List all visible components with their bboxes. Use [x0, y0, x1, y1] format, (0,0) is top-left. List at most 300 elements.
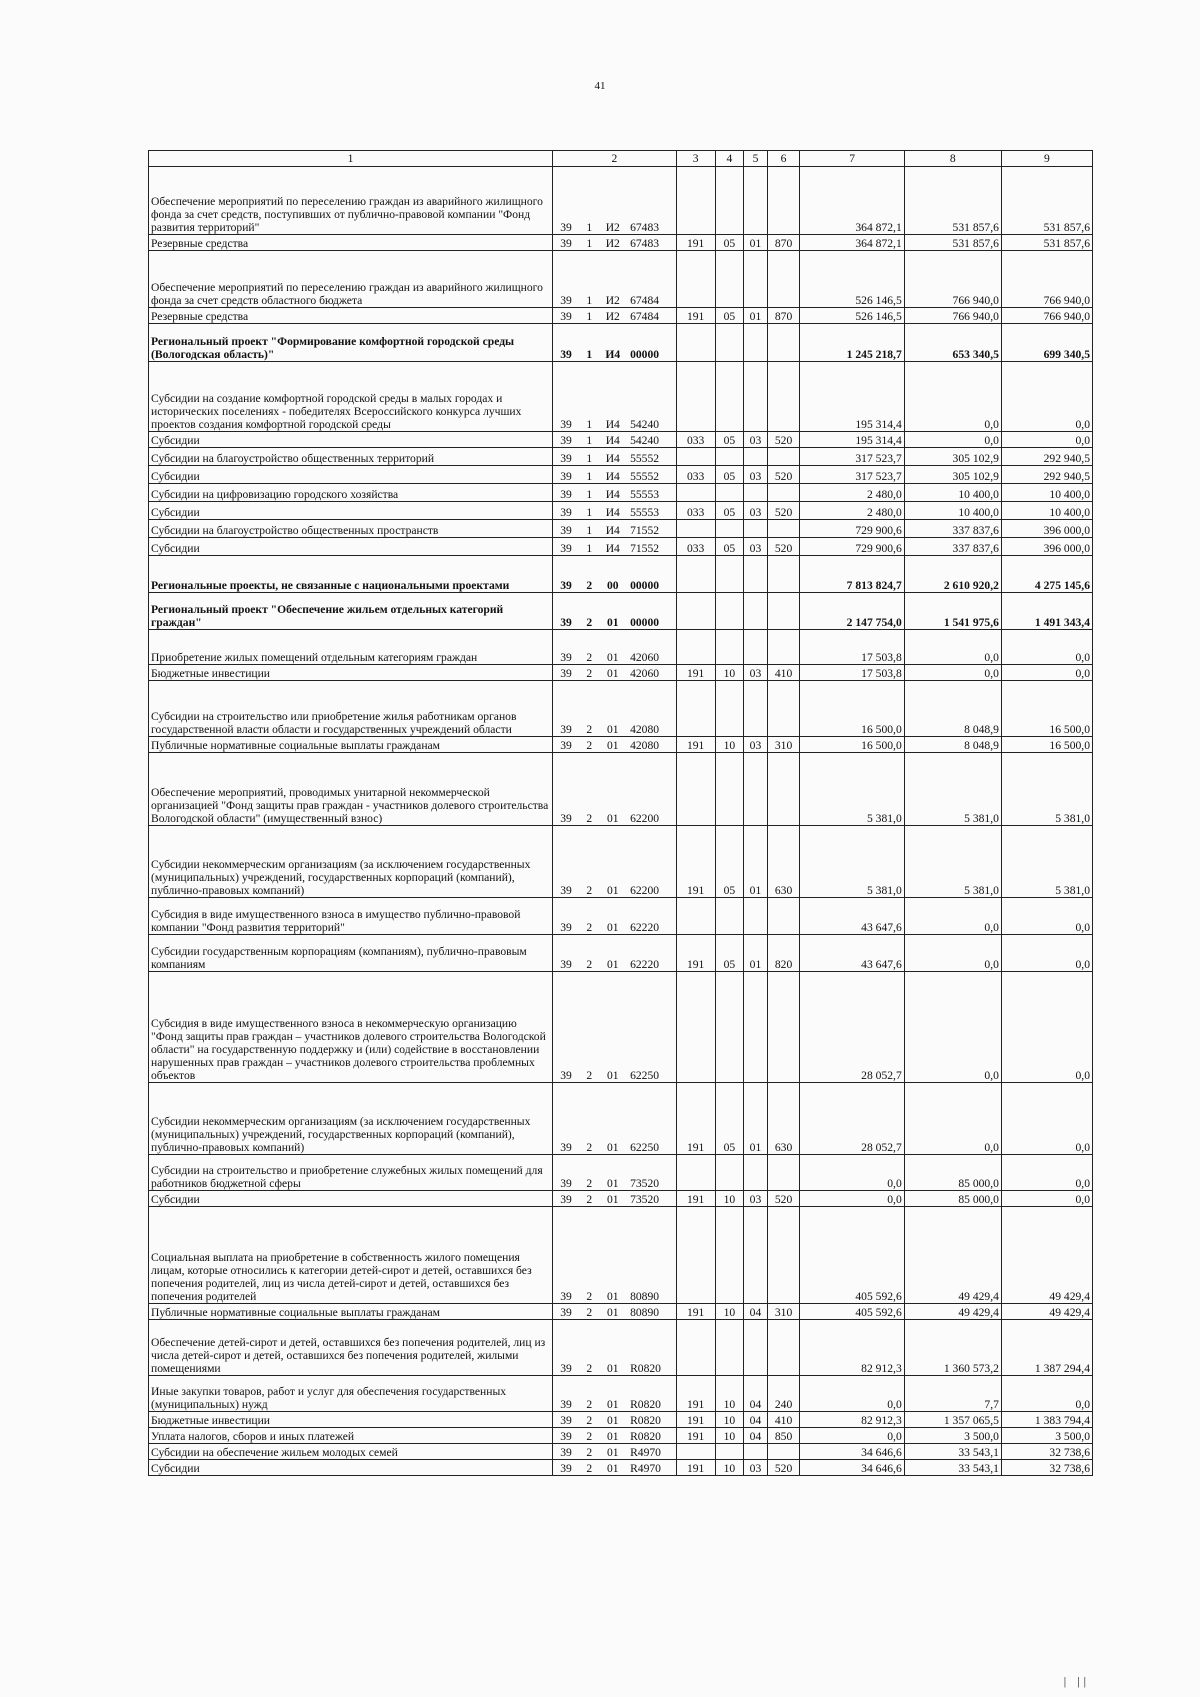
expense-type-code: [767, 556, 800, 593]
table-row: [149, 1304, 1093, 1320]
value-col-8: 0,0: [904, 432, 1001, 448]
code-part-4: 42080: [626, 681, 676, 737]
code-part-1: 39: [552, 753, 579, 826]
value-col-7: 195 314,4: [800, 362, 904, 432]
code-part-2: 2: [579, 1460, 599, 1476]
code-part-4: 54240: [626, 362, 676, 432]
code-part-1: 39: [552, 1428, 579, 1444]
code-part-3: 01: [599, 753, 626, 826]
subsection-code: 03: [744, 737, 768, 753]
section-code: 10: [715, 1376, 744, 1412]
table-row: [149, 681, 1093, 737]
section-code: [715, 681, 744, 737]
table-row: [149, 1444, 1093, 1460]
section-code: 05: [715, 502, 744, 520]
code-part-2: 2: [579, 630, 599, 665]
subsection-code: [744, 167, 768, 235]
value-col-7: 729 900,6: [800, 538, 904, 556]
row-name: Региональный проект "Обеспечение жильем отдельных категорий граждан": [149, 593, 553, 630]
code-part-4: 80890: [626, 1304, 676, 1320]
code-part-4: 55552: [626, 466, 676, 484]
header-col-6: 6: [767, 151, 800, 167]
section-code: 10: [715, 1428, 744, 1444]
value-col-7: 2 147 754,0: [800, 593, 904, 630]
value-col-8: 85 000,0: [904, 1155, 1001, 1191]
table-row: [149, 538, 1093, 556]
value-col-8: 337 837,6: [904, 520, 1001, 538]
code-part-4: 00000: [626, 593, 676, 630]
code-part-2: 1: [579, 308, 599, 324]
code-part-3: 01: [599, 1207, 626, 1304]
group-code: 191: [676, 665, 715, 681]
value-col-9: 49 429,4: [1001, 1207, 1092, 1304]
header-col-8: 8: [904, 151, 1001, 167]
expense-type-code: 410: [767, 665, 800, 681]
group-code: 191: [676, 737, 715, 753]
value-col-9: 396 000,0: [1001, 538, 1092, 556]
section-code: [715, 898, 744, 935]
table-row: [149, 593, 1093, 630]
value-col-8: 531 857,6: [904, 235, 1001, 251]
subsection-code: 01: [744, 826, 768, 898]
row-name: Резервные средства: [149, 308, 553, 324]
value-col-7: 0,0: [800, 1428, 904, 1444]
group-code: 033: [676, 502, 715, 520]
code-part-4: 00000: [626, 324, 676, 362]
code-part-3: 00: [599, 556, 626, 593]
value-col-7: 43 647,6: [800, 935, 904, 972]
code-part-1: 39: [552, 1155, 579, 1191]
group-code: 191: [676, 935, 715, 972]
header-col-3: 3: [676, 151, 715, 167]
code-part-4: 67484: [626, 308, 676, 324]
code-part-4: 62250: [626, 972, 676, 1083]
code-part-1: 39: [552, 432, 579, 448]
row-name: Обеспечение мероприятий, проводимых унитарной некоммерческой организацией "Фонд защиты прав граждан - участников долевого строительства Вологодской области" (имущественный взнос): [149, 753, 553, 826]
code-part-3: И4: [599, 448, 626, 466]
expense-type-code: [767, 630, 800, 665]
code-part-1: 39: [552, 1320, 579, 1376]
section-code: [715, 362, 744, 432]
group-code: [676, 681, 715, 737]
row-name: Субсидии: [149, 432, 553, 448]
section-code: 05: [715, 308, 744, 324]
expense-type-code: [767, 362, 800, 432]
expense-type-code: 520: [767, 432, 800, 448]
row-name: Субсидии на строительство или приобретение жилья работникам органов государственной власти области и государственных учреждений области: [149, 681, 553, 737]
row-name: Публичные нормативные социальные выплаты гражданам: [149, 1304, 553, 1320]
group-code: [676, 484, 715, 502]
subsection-code: [744, 362, 768, 432]
section-code: [715, 630, 744, 665]
expense-type-code: 310: [767, 1304, 800, 1320]
code-part-2: 2: [579, 1083, 599, 1155]
subsection-code: 04: [744, 1428, 768, 1444]
subsection-code: 01: [744, 235, 768, 251]
value-col-8: 766 940,0: [904, 251, 1001, 308]
row-name: Субсидии на благоустройство общественных территорий: [149, 448, 553, 466]
subsection-code: [744, 520, 768, 538]
value-col-7: 17 503,8: [800, 665, 904, 681]
code-part-1: 39: [552, 681, 579, 737]
code-part-3: И4: [599, 432, 626, 448]
value-col-8: 305 102,9: [904, 448, 1001, 466]
row-name: Обеспечение детей-сирот и детей, оставшихся без попечения родителей, лиц из числа детей-сирот и детей, оставшихся без попечения родителей, жилыми помещениями: [149, 1320, 553, 1376]
code-part-2: 1: [579, 324, 599, 362]
code-part-2: 2: [579, 1428, 599, 1444]
code-part-3: И2: [599, 235, 626, 251]
value-col-8: 1 541 975,6: [904, 593, 1001, 630]
code-part-4: 55553: [626, 502, 676, 520]
value-col-9: 10 400,0: [1001, 484, 1092, 502]
expense-type-code: [767, 520, 800, 538]
value-col-9: 5 381,0: [1001, 753, 1092, 826]
page-number: 41: [594, 80, 606, 92]
table-row: [149, 826, 1093, 898]
value-col-7: 526 146,5: [800, 251, 904, 308]
subsection-code: 03: [744, 466, 768, 484]
table-row: [149, 630, 1093, 665]
code-part-1: 39: [552, 935, 579, 972]
row-name: Социальная выплата на приобретение в собственность жилого помещения лицам, которые относились к категории детей-сирот и детей, оставшихся без попечения родителей, лиц из числа детей-сирот и детей, оставшихся без попечения родителей: [149, 1207, 553, 1304]
value-col-9: 766 940,0: [1001, 251, 1092, 308]
value-col-7: 0,0: [800, 1376, 904, 1412]
code-part-2: 1: [579, 502, 599, 520]
value-col-8: 0,0: [904, 935, 1001, 972]
expense-type-code: 630: [767, 826, 800, 898]
subsection-code: [744, 593, 768, 630]
value-col-9: 699 340,5: [1001, 324, 1092, 362]
value-col-9: 0,0: [1001, 665, 1092, 681]
code-part-2: 1: [579, 466, 599, 484]
row-name: Обеспечение мероприятий по переселению граждан из аварийного жилищного фонда за счет средств, поступивших от публично-правовой компании "Фонд развития территорий": [149, 167, 553, 235]
row-name: Региональные проекты, не связанные с национальными проектами: [149, 556, 553, 593]
value-col-8: 653 340,5: [904, 324, 1001, 362]
expense-type-code: [767, 1444, 800, 1460]
table-row: [149, 1428, 1093, 1444]
section-code: 10: [715, 737, 744, 753]
value-col-9: 0,0: [1001, 1376, 1092, 1412]
group-code: [676, 753, 715, 826]
section-code: 05: [715, 1083, 744, 1155]
code-part-4: 62220: [626, 898, 676, 935]
code-part-3: 01: [599, 935, 626, 972]
header-col-5: 5: [744, 151, 768, 167]
code-part-1: 39: [552, 466, 579, 484]
expense-type-code: 520: [767, 466, 800, 484]
group-code: [676, 972, 715, 1083]
value-col-8: 1 357 065,5: [904, 1412, 1001, 1428]
value-col-9: 5 381,0: [1001, 826, 1092, 898]
code-part-4: 42060: [626, 665, 676, 681]
code-part-3: 01: [599, 1428, 626, 1444]
code-part-1: 39: [552, 972, 579, 1083]
table-row: [149, 448, 1093, 466]
code-part-4: 62250: [626, 1083, 676, 1155]
value-col-7: 0,0: [800, 1191, 904, 1207]
subsection-code: 03: [744, 665, 768, 681]
code-part-3: И2: [599, 308, 626, 324]
value-col-8: 49 429,4: [904, 1304, 1001, 1320]
table-row: [149, 935, 1093, 972]
value-col-8: 766 940,0: [904, 308, 1001, 324]
row-name: Субсидии на цифровизацию городского хозяйства: [149, 484, 553, 502]
group-code: 191: [676, 826, 715, 898]
row-name: Субсидии некоммерческим организациям (за исключением государственных (муниципальных) учреждений, государственных корпораций (компаний), публично-правовых компаний): [149, 826, 553, 898]
code-part-4: 67483: [626, 167, 676, 235]
code-part-4: R0820: [626, 1376, 676, 1412]
expense-type-code: [767, 753, 800, 826]
code-part-3: И4: [599, 466, 626, 484]
group-code: 191: [676, 1428, 715, 1444]
row-name: Уплата налогов, сборов и иных платежей: [149, 1428, 553, 1444]
value-col-8: 0,0: [904, 630, 1001, 665]
value-col-9: 4 275 145,6: [1001, 556, 1092, 593]
code-part-4: 73520: [626, 1191, 676, 1207]
code-part-2: 2: [579, 935, 599, 972]
table-row: [149, 466, 1093, 484]
section-code: 05: [715, 826, 744, 898]
section-code: [715, 520, 744, 538]
section-code: 05: [715, 935, 744, 972]
value-col-7: 34 646,6: [800, 1460, 904, 1476]
group-code: [676, 448, 715, 466]
group-code: [676, 520, 715, 538]
subsection-code: 01: [744, 1083, 768, 1155]
expense-type-code: 520: [767, 1191, 800, 1207]
value-col-9: 531 857,6: [1001, 167, 1092, 235]
value-col-7: 405 592,6: [800, 1304, 904, 1320]
section-code: 05: [715, 235, 744, 251]
code-part-1: 39: [552, 251, 579, 308]
table-row: [149, 251, 1093, 308]
expense-type-code: 240: [767, 1376, 800, 1412]
code-part-4: R0820: [626, 1412, 676, 1428]
code-part-4: 55553: [626, 484, 676, 502]
expense-type-code: 820: [767, 935, 800, 972]
value-col-9: 0,0: [1001, 1083, 1092, 1155]
group-code: 191: [676, 1083, 715, 1155]
group-code: 191: [676, 1304, 715, 1320]
section-code: 05: [715, 466, 744, 484]
code-part-1: 39: [552, 1460, 579, 1476]
row-name: Субсидии: [149, 502, 553, 520]
expense-type-code: 410: [767, 1412, 800, 1428]
value-col-7: 195 314,4: [800, 432, 904, 448]
subsection-code: 03: [744, 538, 768, 556]
code-part-3: 01: [599, 826, 626, 898]
code-part-2: 1: [579, 251, 599, 308]
subsection-code: [744, 556, 768, 593]
group-code: 191: [676, 1412, 715, 1428]
value-col-8: 8 048,9: [904, 737, 1001, 753]
value-col-9: 0,0: [1001, 935, 1092, 972]
value-col-9: 0,0: [1001, 630, 1092, 665]
code-part-2: 1: [579, 538, 599, 556]
value-col-9: 32 738,6: [1001, 1460, 1092, 1476]
section-code: 10: [715, 1191, 744, 1207]
group-code: [676, 1155, 715, 1191]
value-col-7: 0,0: [800, 1155, 904, 1191]
header-col-1: 1: [149, 151, 553, 167]
value-col-9: 3 500,0: [1001, 1428, 1092, 1444]
expense-type-code: [767, 1155, 800, 1191]
code-part-3: 01: [599, 1191, 626, 1207]
code-part-3: 01: [599, 1320, 626, 1376]
expense-type-code: 870: [767, 308, 800, 324]
group-code: [676, 167, 715, 235]
code-part-4: 67484: [626, 251, 676, 308]
value-col-9: 16 500,0: [1001, 681, 1092, 737]
value-col-8: 33 543,1: [904, 1444, 1001, 1460]
group-code: [676, 556, 715, 593]
value-col-7: 82 912,3: [800, 1412, 904, 1428]
value-col-7: 5 381,0: [800, 753, 904, 826]
value-col-8: 305 102,9: [904, 466, 1001, 484]
table-row: [149, 432, 1093, 448]
row-name: Субсидии на создание комфортной городской среды в малых городах и исторических поселениях - победителях Всероссийского конкурса лучших проектов создания комфортной городской среды: [149, 362, 553, 432]
code-part-2: 2: [579, 1191, 599, 1207]
table-row: [149, 556, 1093, 593]
row-name: Региональный проект "Формирование комфортной городской среды (Вологодская область)": [149, 324, 553, 362]
code-part-1: 39: [552, 484, 579, 502]
subsection-code: 04: [744, 1304, 768, 1320]
code-part-1: 39: [552, 308, 579, 324]
value-col-9: 0,0: [1001, 1191, 1092, 1207]
section-code: [715, 1320, 744, 1376]
code-part-3: И4: [599, 362, 626, 432]
code-part-4: 62200: [626, 826, 676, 898]
table-row: [149, 898, 1093, 935]
code-part-1: 39: [552, 520, 579, 538]
code-part-2: 2: [579, 556, 599, 593]
value-col-8: 531 857,6: [904, 167, 1001, 235]
value-col-8: 0,0: [904, 1083, 1001, 1155]
code-part-2: 1: [579, 448, 599, 466]
value-col-8: 10 400,0: [904, 484, 1001, 502]
code-part-2: 2: [579, 1207, 599, 1304]
subsection-code: [744, 630, 768, 665]
group-code: 191: [676, 1460, 715, 1476]
subsection-code: 01: [744, 308, 768, 324]
section-code: [715, 972, 744, 1083]
code-part-1: 39: [552, 324, 579, 362]
expense-type-code: 870: [767, 235, 800, 251]
value-col-7: 28 052,7: [800, 1083, 904, 1155]
value-col-7: 526 146,5: [800, 308, 904, 324]
table-row: [149, 167, 1093, 235]
row-name: Субсидии на обеспечение жильем молодых семей: [149, 1444, 553, 1460]
code-part-2: 2: [579, 1412, 599, 1428]
code-part-3: И4: [599, 484, 626, 502]
table-row: [149, 1083, 1093, 1155]
code-part-3: 01: [599, 1412, 626, 1428]
code-part-4: 42080: [626, 737, 676, 753]
section-code: [715, 251, 744, 308]
group-code: [676, 251, 715, 308]
code-part-2: 2: [579, 1320, 599, 1376]
row-name: Субсидии: [149, 1460, 553, 1476]
subsection-code: [744, 1320, 768, 1376]
value-col-9: 396 000,0: [1001, 520, 1092, 538]
value-col-9: 1 387 294,4: [1001, 1320, 1092, 1376]
value-col-8: 10 400,0: [904, 502, 1001, 520]
header-col-4: 4: [715, 151, 744, 167]
code-part-1: 39: [552, 556, 579, 593]
subsection-code: 03: [744, 1460, 768, 1476]
table-row: [149, 1155, 1093, 1191]
code-part-2: 1: [579, 362, 599, 432]
row-name: Бюджетные инвестиции: [149, 1412, 553, 1428]
value-col-7: 43 647,6: [800, 898, 904, 935]
code-part-1: 39: [552, 826, 579, 898]
section-code: [715, 484, 744, 502]
code-part-3: 01: [599, 972, 626, 1083]
code-part-2: 2: [579, 1376, 599, 1412]
value-col-9: 16 500,0: [1001, 737, 1092, 753]
code-part-2: 2: [579, 972, 599, 1083]
group-code: 033: [676, 538, 715, 556]
code-part-3: И4: [599, 502, 626, 520]
code-part-3: 01: [599, 1304, 626, 1320]
code-part-3: 01: [599, 1376, 626, 1412]
code-part-4: R4970: [626, 1444, 676, 1460]
expense-type-code: [767, 898, 800, 935]
subsection-code: [744, 251, 768, 308]
code-part-4: 62200: [626, 753, 676, 826]
group-code: [676, 593, 715, 630]
value-col-8: 0,0: [904, 972, 1001, 1083]
table-row: [149, 1376, 1093, 1412]
header-col-2: 2: [552, 151, 676, 167]
subsection-code: [744, 448, 768, 466]
subsection-code: 03: [744, 502, 768, 520]
expense-type-code: 310: [767, 737, 800, 753]
code-part-4: R0820: [626, 1428, 676, 1444]
code-part-2: 1: [579, 484, 599, 502]
code-part-2: 1: [579, 520, 599, 538]
expense-type-code: 520: [767, 502, 800, 520]
code-part-1: 39: [552, 1376, 579, 1412]
code-part-1: 39: [552, 1191, 579, 1207]
code-part-3: 01: [599, 593, 626, 630]
expense-type-code: 520: [767, 538, 800, 556]
header-row: [149, 151, 1093, 167]
header-col-9: 9: [1001, 151, 1092, 167]
row-name: Иные закупки товаров, работ и услуг для обеспечения государственных (муниципальных) нужд: [149, 1376, 553, 1412]
table-row: [149, 1191, 1093, 1207]
value-col-9: 292 940,5: [1001, 448, 1092, 466]
scan-mark: | ||: [1063, 1674, 1090, 1688]
table-row: [149, 665, 1093, 681]
code-part-2: 1: [579, 167, 599, 235]
row-name: Субсидии: [149, 466, 553, 484]
value-col-8: 1 360 573,2: [904, 1320, 1001, 1376]
row-name: Субсидия в виде имущественного взноса в имущество публично-правовой компании "Фонд развития территорий": [149, 898, 553, 935]
code-part-1: 39: [552, 1412, 579, 1428]
expense-type-code: 520: [767, 1460, 800, 1476]
subsection-code: [744, 753, 768, 826]
section-code: [715, 324, 744, 362]
code-part-1: 39: [552, 502, 579, 520]
code-part-2: 2: [579, 826, 599, 898]
code-part-3: 01: [599, 1155, 626, 1191]
value-col-8: 85 000,0: [904, 1191, 1001, 1207]
code-part-1: 39: [552, 538, 579, 556]
code-part-1: 39: [552, 665, 579, 681]
value-col-8: 337 837,6: [904, 538, 1001, 556]
code-part-3: 01: [599, 665, 626, 681]
